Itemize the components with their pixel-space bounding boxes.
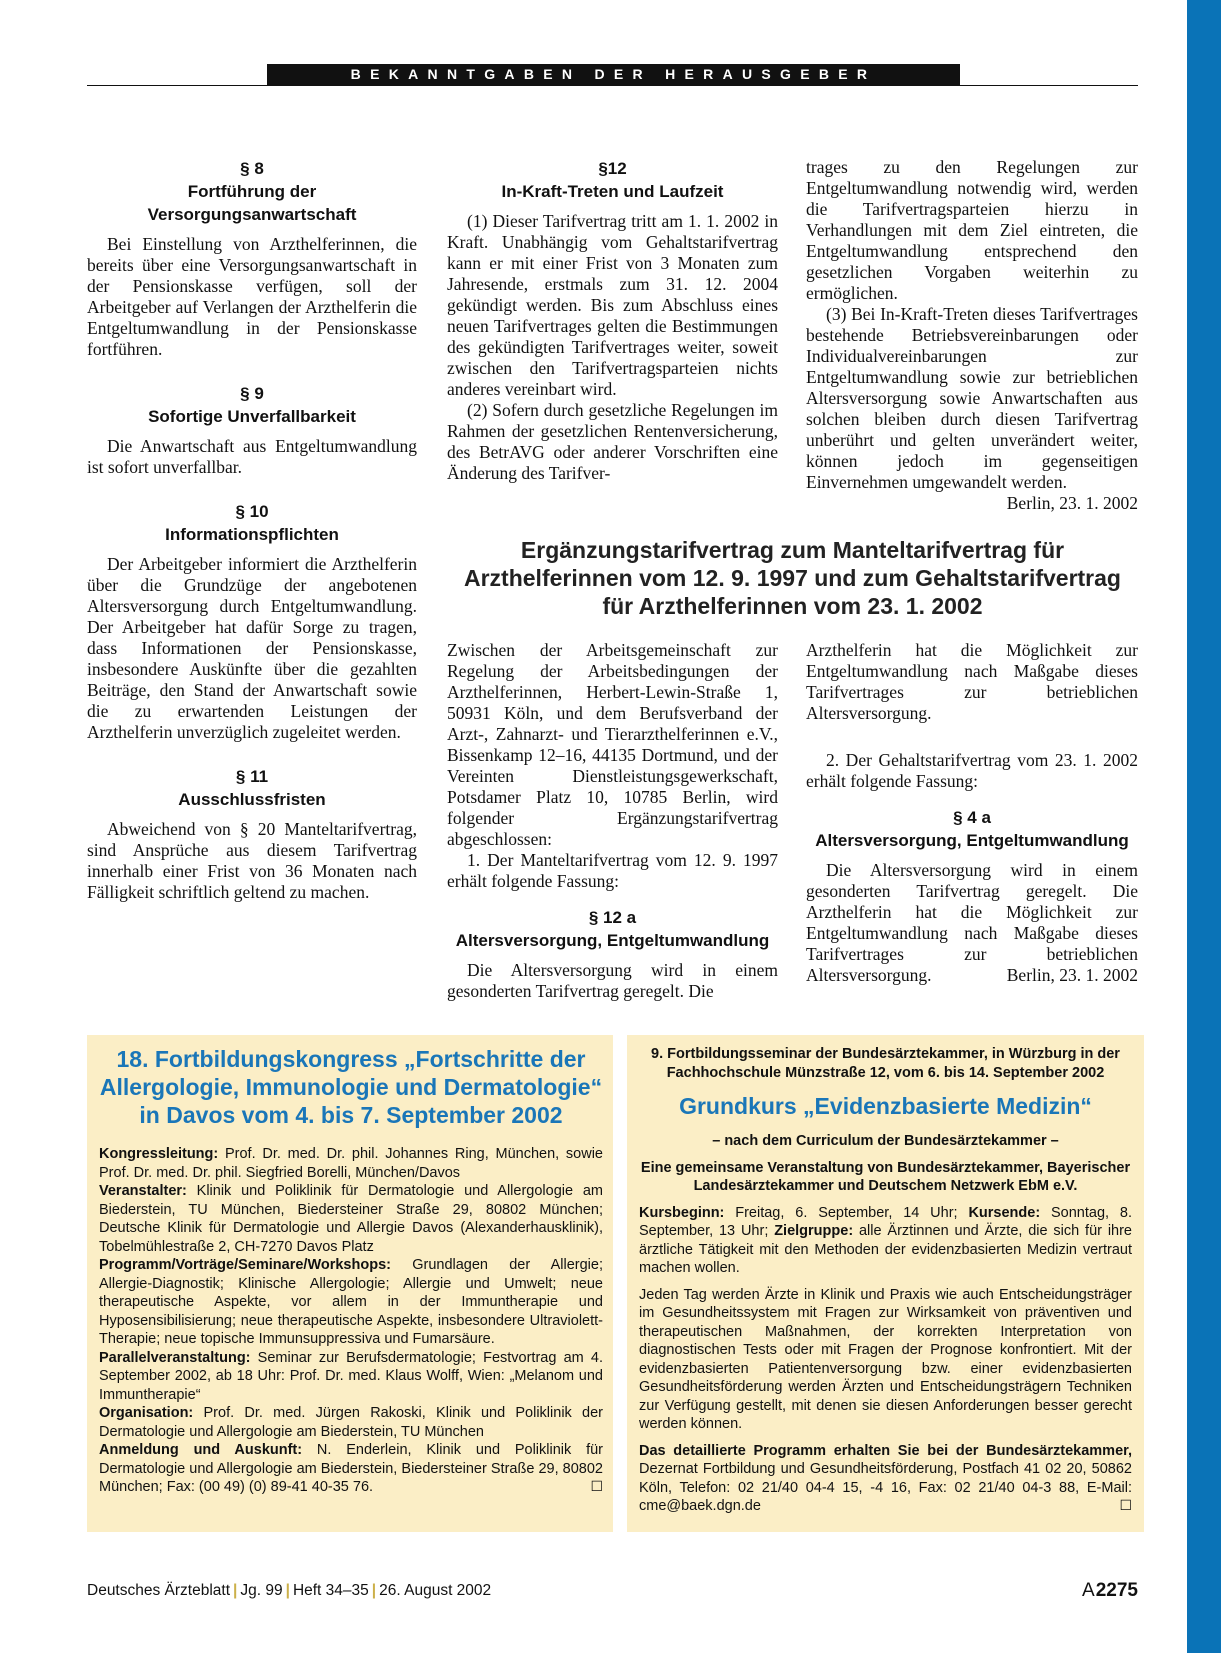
- section-12-continued: trages zu den Regelungen zur Entgeltumwandlung notwendig wird, werden die Tarifvertragsparteien hierzu in Verhandlungen mit dem Ziel eintreten, die Entgeltumwandlung entsprechend den gesetzlichen Vorgaben weiterhin zu ermöglichen.: [806, 157, 1138, 303]
- section-12-paragraph-3: (3) Bei In-Kraft-Treten dieses Tarifvertrages bestehende Betriebsvereinbarungen oder Individualvereinbarungen zur Entgeltumwandlung sowie zur betrieblichen Altersversorgung sowie Anwartschaften aus solchen bleiben durch diesen Tarifvertrag unberührt und gelten unverändert weiter, können jedoch im gegenseitigen Einvernehmen umgewandelt werden. Berlin, 23. 1. 2002: [806, 304, 1138, 513]
- section-12-paragraph-2: (2) Sofern durch gesetzliche Regelungen im Rahmen der gesetzlichen Rentenversicherung, des BetrAVG oder anderer Vorschriften eine Änderung des Tarifver-: [447, 400, 778, 483]
- page-footer: Deutsches Ärzteblatt | Jg. 99 | Heft 34–35 | 26. August 2002 A2275: [87, 1580, 1138, 1601]
- volume: Jg. 99: [240, 1582, 283, 1599]
- side-color-bar: [1187, 0, 1221, 1653]
- section-10-heading: [87, 500, 417, 546]
- end-mark-icon: ☐: [1119, 1498, 1132, 1514]
- erg-title: Ergänzungstarifvertrag zum Manteltarifvertrag für Arzthelferinnen vom 12. 9. 1997 und zum Gehaltstarifvertrag für Arzthelferinnen vom 23. 1. 2002: [464, 537, 1121, 619]
- section-12a-heading: [447, 906, 778, 952]
- section-10-number: § 10: [235, 502, 269, 521]
- section-12a-continued: Arzthelferin hat die Möglichkeit zur Entgeltumwandlung nach Maßgabe dieses Tarifvertrages zur betrieblichen Altersversorgung.: [806, 640, 1138, 723]
- congress-entry-parallel: Parallelveranstaltung: Seminar zur Berufsdermatologie; Festvortrag am 4. September 2002, ab 18 Uhr: Prof. Dr. med. Klaus Wolff, Wien: „Melanom und Immuntherapie“: [99, 1349, 603, 1403]
- section-4a-number: § 4 a: [953, 808, 991, 827]
- column-1: [87, 157, 417, 903]
- section-11-title: Ausschlussfristen: [178, 790, 326, 809]
- section-11-heading: [87, 765, 417, 811]
- seminar-programm: Das detaillierte Programm erhalten Sie bei der Bundesärztekammer, Dezernat Fortbildung und Gesundheitsförderung, Postfach 41 02 20, 50862 Köln, Telefon: 02 21/40 04-4 15, -4 16, Fax: 02 21/40 04-3 88, E-Mail: cme@baek.dgn.de ☐: [639, 1442, 1132, 1514]
- section-4a-title: Altersversorgung, Entgeltumwandlung: [815, 831, 1129, 850]
- section-12-heading: [447, 157, 778, 203]
- section-4a-heading: [806, 806, 1138, 852]
- seminar-box: [627, 1035, 1144, 1532]
- erg-item-2: 2. Der Gehaltstarifvertrag vom 23. 1. 2002 erhält folgende Fassung:: [806, 750, 1138, 791]
- section-12-title: In-Kraft-Treten und Laufzeit: [501, 182, 724, 201]
- congress-title: 18. Fortbildungskongress „Fortschritte der Allergologie, Immunologie und Dermatologie“ in Davos vom 4. bis 7. September 2002: [99, 1046, 603, 1128]
- column-2-top: [447, 157, 778, 484]
- section-12a-title: Altersversorgung, Entgeltumwandlung: [455, 931, 770, 950]
- journal-name: Deutsches Ärzteblatt: [87, 1582, 231, 1599]
- page-number: A2275: [1082, 1580, 1138, 1601]
- erg-intro: Zwischen der Arbeitsgemeinschaft zur Regelung der Arbeitsbedingungen der Arzthelferinnen, Herbert-Lewin-Straße 1, 50931 Köln, und dem Berufsverband der Arzt-, Zahnarzt- und Tierarzthelferinnen e.V., Bissenkamp 12–16, 44135 Dortmund, und der Vereinten Dienstleistungsgewerkschaft, Potsdamer Platz 10, 10785 Berlin, wird folgender Ergänzungstarifvertrag abgeschlossen:: [447, 640, 778, 849]
- erg-item-1: 1. Der Manteltarifvertrag vom 12. 9. 1997 erhält folgende Fassung:: [447, 850, 778, 891]
- section-11-text: Abweichend von § 20 Manteltarifvertrag, sind Ansprüche aus diesem Tarifvertrag innerhalb einer Frist von 36 Monaten nach Fälligkeit schriftlich geltend zu machen.: [87, 819, 417, 902]
- header-rule: [87, 85, 1138, 86]
- congress-entry-organisation: Organisation: Prof. Dr. med. Jürgen Rakoski, Klinik und Poliklinik der Dermatologie und Allergologie am Biederstein, TU München: [99, 1405, 603, 1440]
- section-10-text: Der Arbeitgeber informiert die Arzthelferin über die Grundzüge der angebotenen Altersversorgung durch Entgeltumwandlung. Der Arbeitgeber hat dafür Sorge zu tragen, dass Informationen der Pensionskasse, insbesondere Auskünfte über die gezahlten Beiträge, den Stand der Anwartschaft sowie die zu erwartenden Leistungen der Arzthelferin unverzüglich zugeleitet werden.: [87, 554, 417, 742]
- section-8-text: Bei Einstellung von Arzthelferinnen, die bereits über eine Versorgungsanwartschaft in der Pensionskasse verfügen, soll der Arbeitgeber auf Verlangen der Arzthelferin die Entgeltumwandlung in der Pensionskasse fortführen.: [87, 234, 417, 359]
- congress-entry-programm: Programm/Vorträge/Seminare/Workshops: Grundlagen der Allergie; Allergie-Diagnostik; Klinische Allergologie; Allergie und Umwelt; neue therapeutische Aspekte, vor allem in der Immuntherapie und Hyposensibilisierung; neue therapeutische Aspekte, insbesondere Ultraviolett-Therapie; neue topische Immunsuppressiva und Fumarsäure.: [99, 1257, 603, 1347]
- section-12a-text: Die Altersversorgung wird in einem gesonderten Tarifvertrag geregelt. Die: [447, 960, 778, 1001]
- section-9-text: Die Anwartschaft aus Entgeltumwandlung ist sofort unverfallbar.: [87, 436, 417, 477]
- signoff-1: Berlin, 23. 1. 2002: [1006, 493, 1138, 513]
- seminar-dates: Kursbeginn: Freitag, 6. September, 14 Uhr; Kursende: Sonntag, 8. September, 13 Uhr; Zielgruppe: alle Ärztinnen und Ärzte, die sich für ihre ärztliche Tätigkeit mit den Methoden der evidenzbasierten Medizin vertraut machen wollen.: [639, 1204, 1133, 1276]
- section-9-heading: [87, 382, 417, 428]
- seminar-title: Grundkurs „Evidenzbasierte Medizin“: [679, 1093, 1092, 1119]
- column-3-top: [806, 157, 1138, 514]
- congress-entry-veranstalter: Veranstalter: Klinik und Poliklinik für Dermatologie und Allergologie am Biederstein, TU München, Biedersteiner Straße 29, 80802 München; Deutsche Klinik für Dermatologie und Allergie Davos (Alexanderhausklinik), Tobelmühlestraße 2, CH-7270 Davos Platz: [99, 1183, 603, 1255]
- section-12-number: §12: [598, 159, 627, 178]
- end-mark-icon: ☐: [590, 1479, 603, 1495]
- section-9-number: § 9: [240, 384, 264, 403]
- section-12-paragraph-1: (1) Dieser Tarifvertrag tritt am 1. 1. 2002 in Kraft. Unabhängig vom Gehaltstarifvertrag kann er mit einer Frist von 3 Monaten zum Jahresende, erstmals zum 31. 12. 2004 gekündigt werden. Bis zum Abschluss eines neuen Tarifvertrages gelten die Bestimmungen des gekündigten Tarifvertrages weiter, soweit zwischen den Tarifvertragsparteien nichts anderes vereinbart wird.: [447, 211, 778, 399]
- issue-date: 26. August 2002: [379, 1582, 492, 1599]
- section-11-number: § 11: [235, 767, 269, 786]
- section-8-title-line1: Fortführung der: [187, 182, 317, 201]
- section-12a-number: § 12 a: [588, 908, 637, 927]
- signoff-2: Berlin, 23. 1. 2002: [1006, 965, 1138, 985]
- congress-entry-anmeldung: Anmeldung und Auskunft: N. Enderlein, Klinik und Poliklinik für Dermatologie und Allergologie am Biederstein, Biedersteiner Straße 29, 80802 München; Fax: (00 49) (0) 89-41 40-35 76. ☐: [99, 1442, 603, 1495]
- congress-entry-leitung: Kongressleitung: Prof. Dr. med. Dr. phil. Johannes Ring, München, sowie Prof. Dr. med. Dr. phil. Siegfried Borelli, München/Davos: [99, 1146, 603, 1181]
- section-header: BEKANNTGABEN DER HERAUSGEBER: [267, 64, 960, 85]
- seminar-body: Jeden Tag werden Ärzte in Klinik und Praxis wie auch Entscheidungsträger im Gesundheitssystem mit Fragen zur Wirksamkeit von präventiven und therapeutischen Maßnahmen, der korrekten Interpretation von diagnostischen Tests oder mit Fragen der Prognose konfrontiert. Mit der evidenzbasierten Patientenversorgung bzw. einer evidenzbasierten Gesundheitsförderung werden Ärzten und Entscheidungsträgern Techniken zur Verfügung gestellt, mit denen sie diesen Anforderungen besser gerecht werden können.: [639, 1286, 1132, 1432]
- issue: Heft 34–35: [292, 1582, 369, 1599]
- section-8-title-line2: Versorgungsanwartschaft: [147, 205, 357, 224]
- column-3-bottom: [806, 640, 1138, 986]
- seminar-pre: 9. Fortbildungsseminar der Bundesärztekammer, in Würzburg in der Fachhochschule Münzstraße 12, vom 6. bis 14. September 2002: [651, 1046, 1120, 1081]
- section-10-title: Informationspflichten: [165, 525, 339, 544]
- seminar-subtitle: – nach dem Curriculum der Bundesärztekammer –: [712, 1133, 1059, 1149]
- section-4a-text: Die Altersversorgung wird in einem gesonderten Tarifvertrag geregelt. Die Arzthelferin hat die Möglichkeit zur Entgeltumwandlung nach Maßgabe dieses Tarifvertrages zur betrieblichen Altersversorgung. Berlin, 23. 1. 2002: [806, 860, 1138, 985]
- section-9-title: Sofortige Unverfallbarkeit: [148, 407, 356, 426]
- column-2-bottom: [447, 640, 778, 1002]
- section-8-heading: [87, 157, 417, 226]
- congress-box: [87, 1035, 613, 1532]
- seminar-joint: Eine gemeinsame Veranstaltung von Bundesärztekammer, Bayerischer Landesärztekammer und Deutschem Netzwerk EbM e.V.: [640, 1159, 1131, 1194]
- section-8-number: § 8: [240, 159, 264, 178]
